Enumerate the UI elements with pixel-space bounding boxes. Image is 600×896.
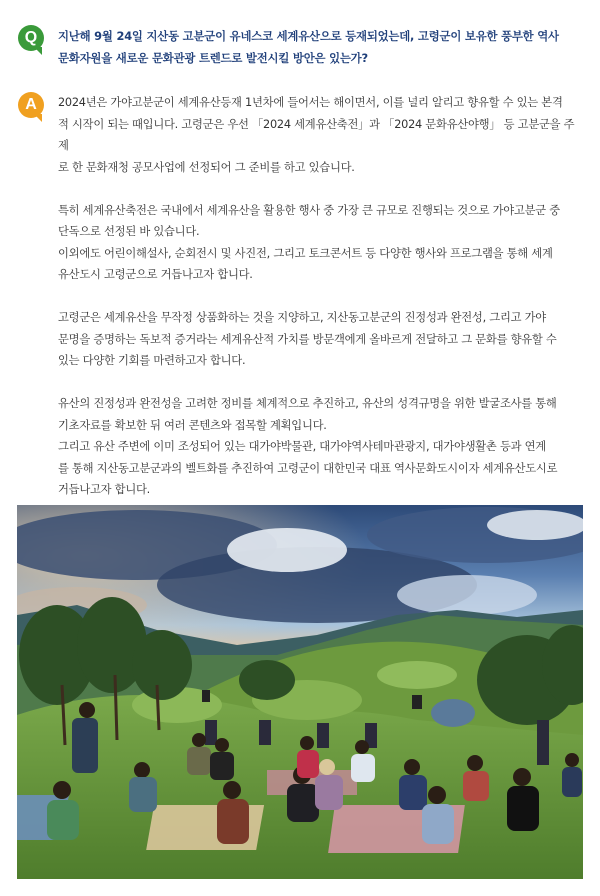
answer-line: 유산의 진정성과 완전성을 고려한 정비를 체계적으로 추진하고, 유산의 성격규명을 위한 발굴조사를 통해 [58, 397, 557, 410]
answer-text [58, 92, 582, 501]
answer-paragraph [58, 393, 582, 501]
answer-line: 있는 다양한 기회를 마련하고자 합니다. [58, 354, 246, 367]
answer-line: 를 통해 지산동고분군과의 벨트화를 추진하여 고령군이 대한민국 대표 역사문화도시이자 세계유산도시로 [58, 461, 558, 475]
answer-line: 이외에도 어린이해설사, 순회전시 및 사진전, 그리고 토크콘서트 등 다양한 행사와 프로그램을 통해 세계 [58, 246, 553, 260]
question-badge-icon [18, 25, 44, 51]
answer-line: 유산도시 고령군으로 거듭나고자 합니다. [58, 268, 253, 281]
question-block [18, 25, 582, 69]
answer-line: 거듭나고자 합니다. [58, 483, 150, 496]
answer-line: 2024년은 가야고분군이 세계유산등재 1년차에 들어서는 해이면서, 이를 널리 알리고 향유할 수 있는 본격 [58, 96, 563, 109]
answer-badge-label: A [25, 96, 37, 113]
answer-line: 그리고 유산 주변에 이미 조성되어 있는 대가야박물관, 대가야역사테마관광지, 대가야생활촌 등과 연계 [58, 440, 546, 453]
answer-badge-icon [18, 92, 44, 118]
answer-line: 문명을 증명하는 독보적 증거라는 세계유산적 가치를 방문객에게 올바르게 전달하고 그 문화를 향유할 수 [58, 332, 557, 346]
tomb-hill-concert-photo [17, 505, 583, 879]
question-text [58, 25, 582, 69]
answer-block [18, 92, 582, 501]
answer-line: 적 시작이 되는 때입니다. 고령군은 우선 「2024 세계유산축전」과 「2024 문화유산야행」 등 고분군을 주제 [58, 117, 575, 152]
answer-line: 기초자료를 확보한 뒤 여러 콘텐츠와 접목할 계획입니다. [58, 418, 327, 432]
answer-line: 고령군은 세계유산을 무작정 상품화하는 것을 지양하고, 지산동고분군의 진정성과 완전성, 그리고 가야 [58, 311, 546, 324]
question-line: 문화자원을 새로운 문화관광 트렌드로 발전시킬 방안은 있는가? [58, 51, 368, 65]
answer-paragraph [58, 307, 582, 372]
answer-line: 로 한 문화재청 공모사업에 선정되어 그 준비를 하고 있습니다. [58, 160, 355, 174]
answer-paragraph [58, 200, 582, 286]
answer-paragraph [58, 92, 582, 178]
answer-line: 특히 세계유산축전은 국내에서 세계유산을 활용한 행사 중 가장 큰 규모로 진행되는 것으로 가야고분군 중 [58, 203, 560, 217]
question-line: 지난해 9월 24일 지산동 고분군이 유네스코 세계유산으로 등재되었는데, 고령군이 보유한 풍부한 역사 [58, 29, 559, 43]
answer-line: 단독으로 선정된 바 있습니다. [58, 225, 200, 238]
question-badge-label: Q [24, 29, 38, 46]
